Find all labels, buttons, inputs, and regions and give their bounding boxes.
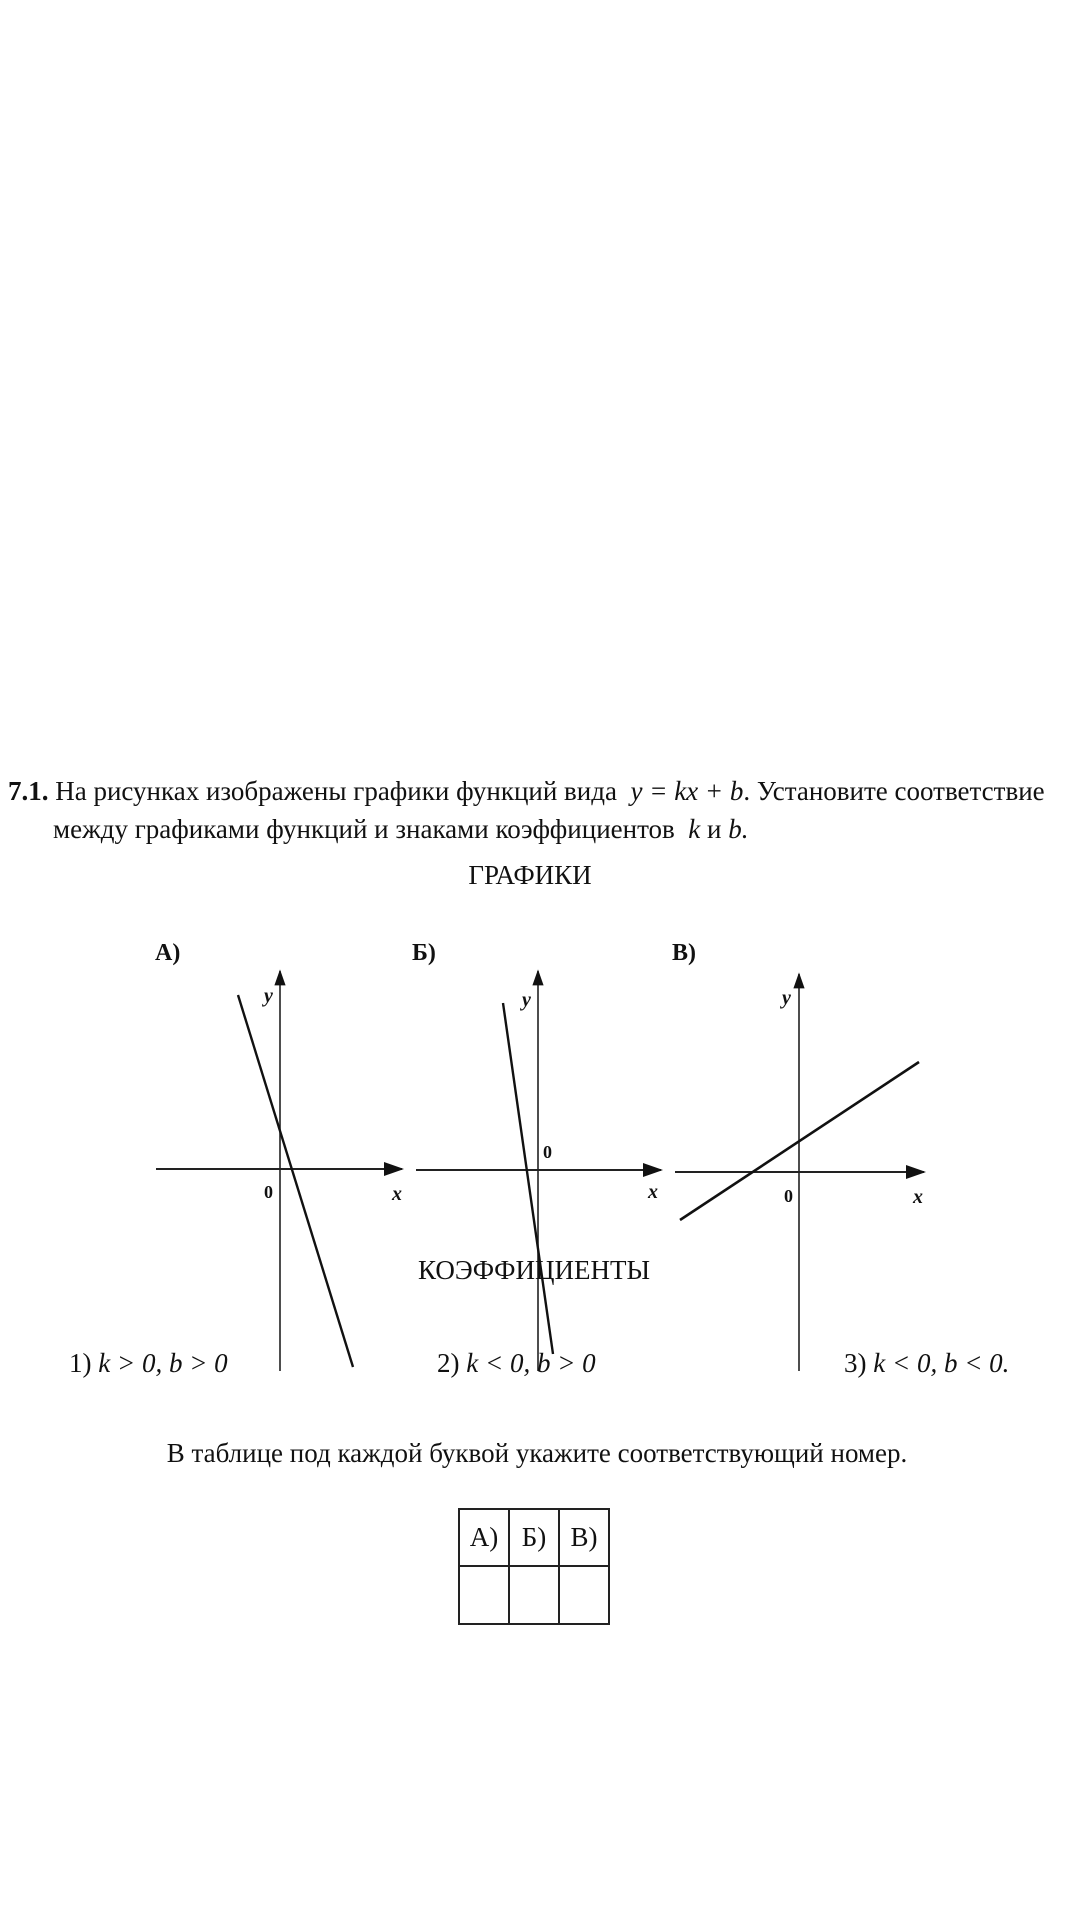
option-3-number: 3) <box>844 1348 867 1378</box>
problem-text-2: между графиками функций и знаками коэффициентов <box>53 814 675 844</box>
problem-number: 7.1. <box>8 776 49 806</box>
instruction-text: В таблице под каждой буквой укажите соответствующий номер. <box>166 1438 908 1468</box>
graph-a-x-label: x <box>392 1183 402 1205</box>
option-1 <box>69 1348 228 1379</box>
graph-b-x-label: x <box>648 1181 658 1203</box>
graph-b-y-label: y <box>522 989 531 1011</box>
graph-c-origin: 0 <box>784 1186 793 1206</box>
option-3-condition: k < 0, b < 0. <box>873 1348 1010 1378</box>
graph-a-label: А) <box>155 940 181 966</box>
option-1-condition: k > 0, b > 0 <box>98 1348 228 1378</box>
graph-c-label: В) <box>672 940 696 966</box>
coefficients-heading: КОЭФФИЦИЕНТЫ <box>418 1255 650 1285</box>
graph-b-line <box>503 1003 553 1354</box>
formula: y = kx + b <box>630 776 744 806</box>
answer-table <box>458 1508 610 1625</box>
option-2 <box>437 1348 596 1379</box>
graph-b-label: Б) <box>412 940 436 966</box>
graph-c-x-label: x <box>913 1186 923 1208</box>
problem-text-end: . Установите соответствие <box>743 776 1045 806</box>
graphs-heading: ГРАФИКИ <box>468 860 592 890</box>
problem-text: На рисунках изображены графики функций вида <box>55 776 617 806</box>
answer-cell-b[interactable] <box>509 1566 559 1624</box>
answer-cell-a[interactable] <box>459 1566 509 1624</box>
option-3 <box>844 1348 1009 1379</box>
and-word: и <box>707 814 722 844</box>
answer-header-c: В) <box>559 1509 609 1566</box>
answer-cell-c[interactable] <box>559 1566 609 1624</box>
option-2-number: 2) <box>437 1348 460 1378</box>
var-b: b. <box>728 814 749 844</box>
var-k: k <box>688 814 701 844</box>
answer-header-a: А) <box>459 1509 509 1566</box>
graph-c-y-label: y <box>782 987 791 1009</box>
option-1-number: 1) <box>69 1348 92 1378</box>
answer-header-b: Б) <box>509 1509 559 1566</box>
graph-b-origin: 0 <box>543 1142 552 1162</box>
graph-a-origin: 0 <box>264 1182 273 1202</box>
graph-a-y-label: y <box>264 985 273 1007</box>
graph-a-line <box>238 995 353 1367</box>
option-2-condition: k < 0, b > 0 <box>466 1348 596 1378</box>
